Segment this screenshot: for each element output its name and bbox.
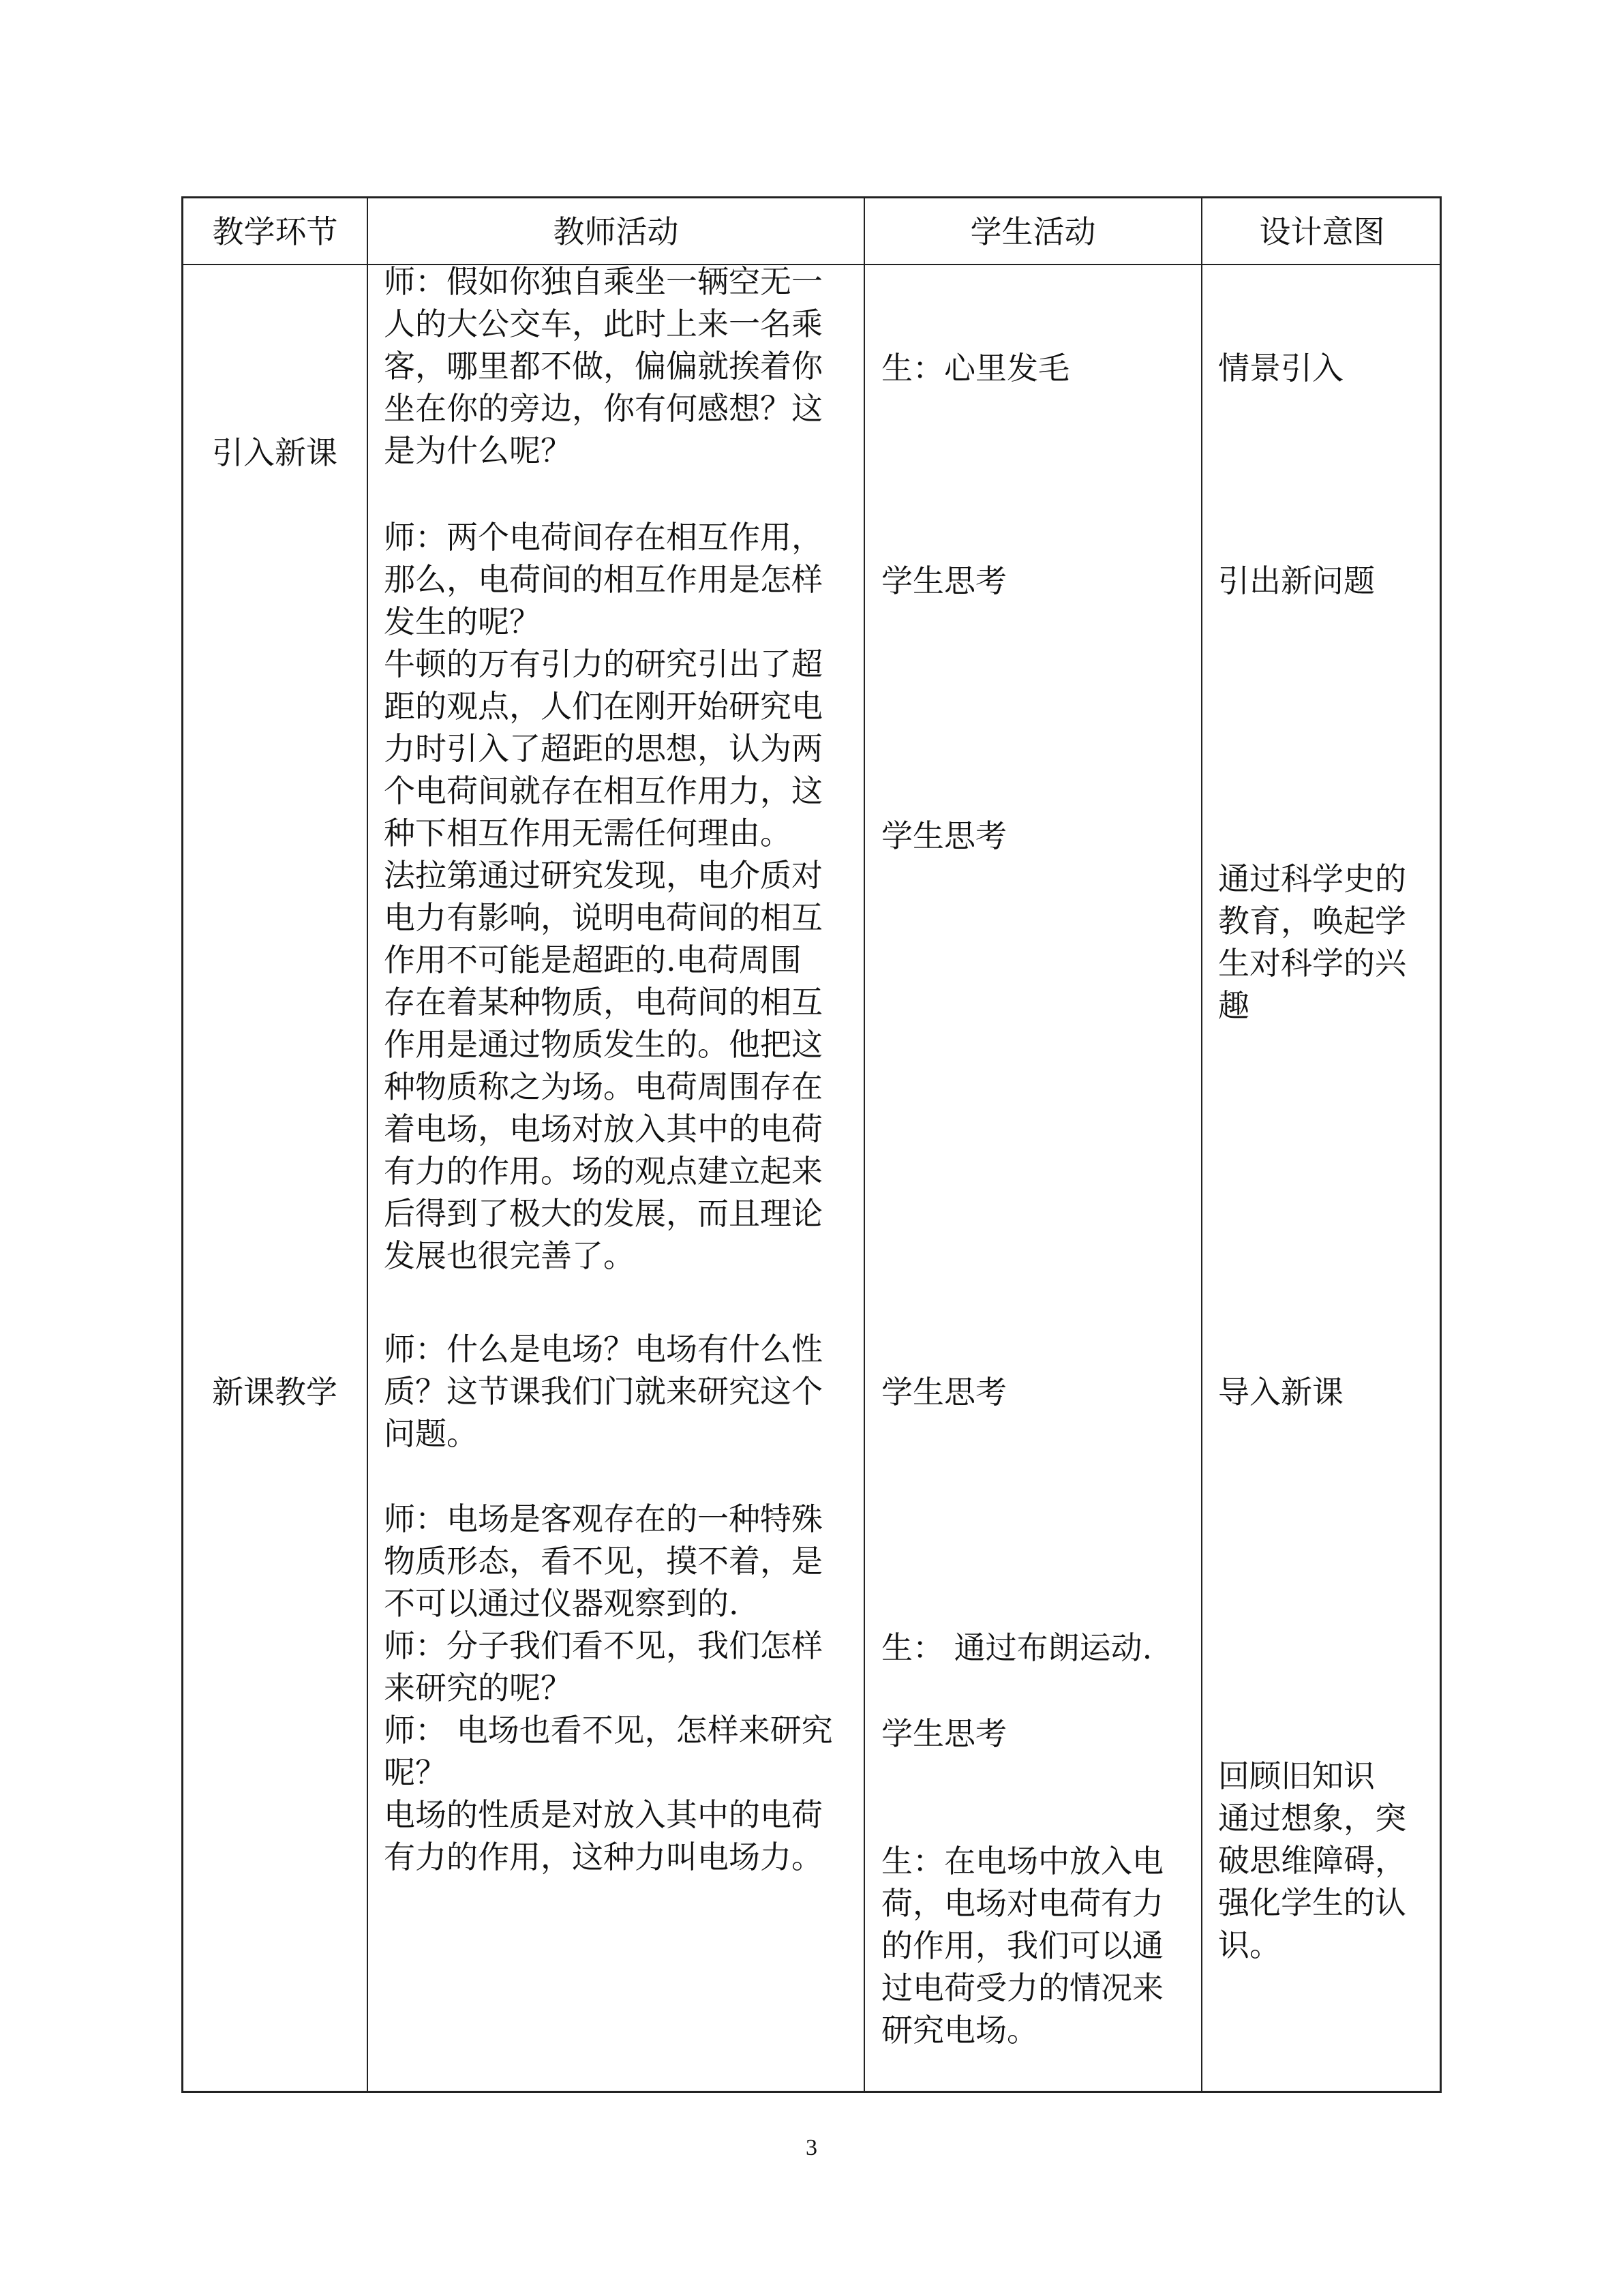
teacher-block-2: 师：两个电荷间存在相互作用， 那么，电荷间的相互作用是怎样 发生的呢？ 牛顿的万有引力的研究引出了超 距的观点，人们在刚开始研究电 力时引入了超距的思想，认为两 个电荷间就存在相互作用力，这 种下相互作用无需任何理由。 法拉第通过研究发现，电介质对 电力有影响，说明电荷间的相互 作用不可能是超距的.电荷周围 存在着某种物质，电荷间的相互 作用是通过物质发生的。他把这 种物质称之为场。电荷周围存在 着电场，电场对放入其中的电荷 有力的作用。场的观点建立起来 后得到了极大的发展，而且理论 发展也很完善了。	[384, 519, 823, 1274]
column-divider	[864, 198, 865, 2091]
student-response-1: 生：心里发毛	[881, 350, 1070, 387]
column-divider	[367, 198, 368, 2091]
intent-1: 情景引入	[1218, 350, 1344, 387]
intent-4: 导入新课	[1218, 1374, 1344, 1410]
student-response-4: 学生思考	[881, 1374, 1007, 1410]
header-student-activity: 学生活动	[970, 213, 1096, 250]
student-response-3: 学生思考	[881, 817, 1007, 854]
header-teaching-stage: 教学环节	[212, 213, 338, 250]
student-response-2: 学生思考	[881, 562, 1007, 599]
intent-5: 回顾旧知识 通过想象，突 破思维障碍， 强化学生的认 识。	[1218, 1757, 1406, 1963]
column-divider	[1201, 198, 1202, 2091]
intent-3: 通过科学史的 教育，唤起学 生对科学的兴 趣	[1218, 860, 1406, 1024]
teacher-block-4: 师：电场是客观存在的一种特殊 物质形态，看不见，摸不着，是 不可以通过仪器观察到的. 师：分子我们看不见，我们怎样 来研究的呢？ 师： 电场也看不见，怎样来研究 呢？ 电场的性质是对放入其中的电荷 有力的作用，这种力叫电场力。	[384, 1500, 833, 1875]
student-response-7: 生：在电场中放入电 荷，电场对电荷有力 的作用，我们可以通 过电荷受力的情况来 研究电场。	[881, 1843, 1164, 2049]
stage-new-lesson-teaching: 新课教学	[212, 1374, 337, 1410]
student-response-6: 学生思考	[881, 1715, 1007, 1752]
page-number: 3	[806, 2135, 817, 2160]
lesson-plan-table	[181, 196, 1442, 2093]
header-design-intent: 设计意图	[1259, 213, 1385, 250]
teacher-block-3: 师：什么是电场？电场有什么性 质？这节课我们门就来研究这个 问题。	[384, 1331, 823, 1452]
teacher-block-1: 师：假如你独自乘坐一辆空无一 人的大公交车，此时上来一名乘 客，哪里都不做，偏偏就挨着你 坐在你的旁边，你有何感想？这 是为什么呢？	[384, 263, 823, 469]
header-teacher-activity: 教师活动	[553, 213, 679, 250]
stage-introduce-new-lesson: 引入新课	[212, 434, 337, 471]
student-response-5: 生： 通过布朗运动.	[881, 1629, 1153, 1666]
intent-2: 引出新问题	[1218, 562, 1375, 599]
